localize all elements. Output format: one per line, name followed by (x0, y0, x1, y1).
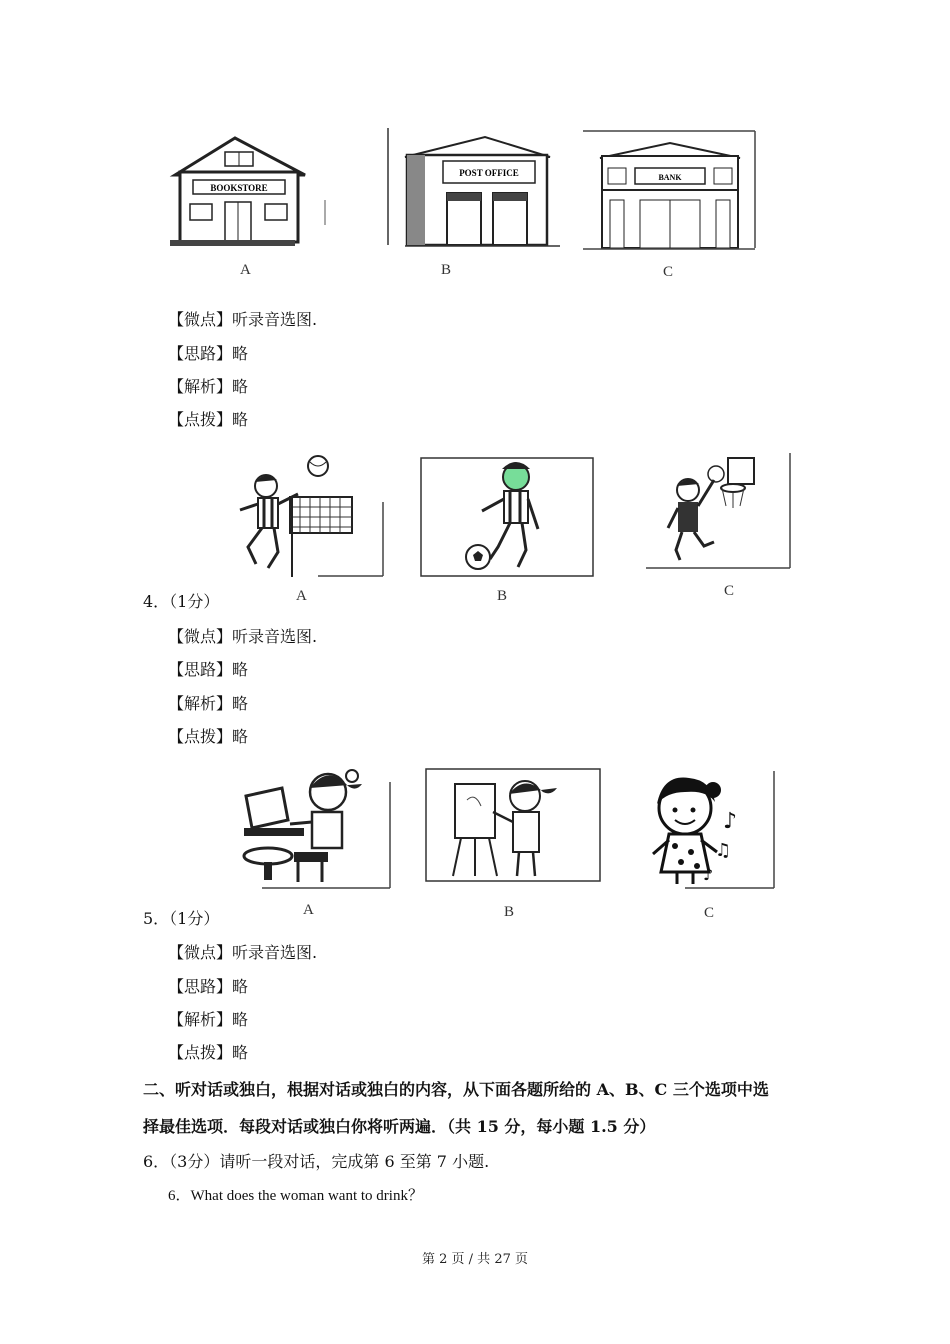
svg-text:♪: ♪ (703, 865, 714, 884)
q5-silu: 【思路】略 (168, 977, 249, 996)
post-office-image (385, 125, 565, 250)
page-footer: 第 2 页 / 共 27 页 (422, 1252, 528, 1267)
singing-icon (645, 768, 780, 893)
q5-option-b-label: B (504, 904, 515, 920)
q5-jiexi: 【解析】略 (168, 1010, 249, 1029)
computer-icon (232, 762, 394, 892)
q3-weidian: 【微点】听录音选图. (168, 310, 318, 329)
q5-weidian: 【微点】听录音选图. (168, 943, 318, 962)
section2-heading-line1: 二、听对话或独白，根据对话或独白的内容，从下面各题所给的 A、B、C 三个选项中选 (143, 1080, 769, 1099)
q5-option-a-label: A (303, 902, 314, 918)
q4-option-a-label: A (296, 588, 307, 604)
svg-text:♪: ♪ (723, 809, 738, 834)
q4-weidian: 【微点】听录音选图. (168, 627, 318, 646)
q3-option-c-label: C (663, 264, 674, 280)
q5-option-c-label: C (704, 905, 715, 921)
soccer-icon (418, 455, 598, 580)
q5-dianbo: 【点拨】略 (168, 1043, 249, 1062)
svg-text:♫: ♫ (715, 840, 732, 861)
bank-image (580, 128, 760, 253)
q4-number: 4．（1分） (143, 592, 220, 611)
q4-option-c-label: C (724, 583, 735, 599)
q4-option-b-label: B (497, 588, 508, 604)
bookstore-sign: BOOKSTORE (210, 183, 268, 193)
q6-sub-question: 6．What does the woman want to drink？ (168, 1188, 423, 1204)
bank-sign: BANK (658, 173, 682, 182)
q3-option-b-label: B (441, 262, 452, 278)
bookstore-image (165, 130, 335, 250)
basketball-icon (618, 450, 796, 575)
q3-silu: 【思路】略 (168, 344, 249, 363)
post-office-sign: POST OFFICE (459, 168, 519, 178)
q3-option-a-label: A (240, 262, 251, 278)
painting-icon (423, 766, 603, 886)
section2-heading-line2: 择最佳选项．每段对话或独白你将听两遍．（共 15 分，每小题 1.5 分） (143, 1117, 656, 1136)
q4-silu: 【思路】略 (168, 660, 249, 679)
q3-dianbo: 【点拨】略 (168, 410, 249, 429)
q3-jiexi: 【解析】略 (168, 377, 249, 396)
q4-jiexi: 【解析】略 (168, 694, 249, 713)
q6-number: 6．（3分）请听一段对话，完成第 6 至第 7 小题. (143, 1152, 490, 1171)
volleyball-icon (228, 452, 388, 580)
q5-number: 5．（1分） (143, 909, 220, 928)
q4-dianbo: 【点拨】略 (168, 727, 249, 746)
